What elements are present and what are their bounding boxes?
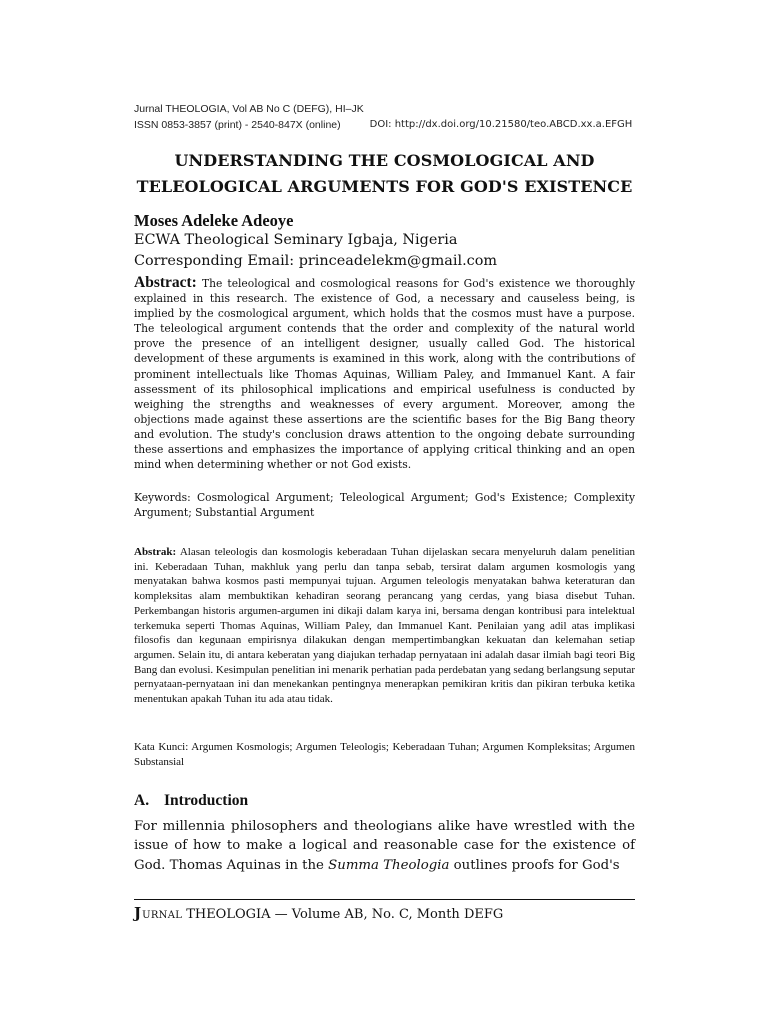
abstrak-text: Alasan teleologis dan kosmologis keberadaan Tuhan dijelaskan secara menyeluruh dalam penelitian ini. Keberadaan Tuhan, makhluk yang perlu dan tanpa sebab, tersirat dalam argumen kosmologis yang menyatakan bahwa kosmos pasti mempunyai tujuan. Argumen teleologis menyatakan bahwa keteraturan dan kompleksitas alam membuktikan kehadiran seorang perancang yang cerdas, yang biasa disebut Tuhan. Perkembangan historis argumen-argumen ini dikaji dalam karya ini, bersama dengan kontribusi para intelektual terkemuka seperti Thomas Aquinas, William Paley, dan Immanuel Kant. Penilaian yang adil atas implikasi filosofis dan kegunaan empirisnya dilakukan dengan mempertimbangkan kekuatan dan kelemahan setiap argumen. Selain itu, di antara keberatan yang diajukan terhadap pernyataan ini adalah dasar ilmiah bagi teori Big Bang dan evolusi. Kesimpulan penelitian ini menarik perhatian pada perdebatan yang sedang berlangsung seputar pernyataan-pernyataan ini dan menekankan pentingnya menerapkan pemikiran kritis dan pikiran terbuka ketika menentukan apakah Tuhan itu ada atau tidak. (134, 546, 635, 706)
footer-rule (134, 899, 635, 900)
journal-citation: Jurnal THEOLOGIA, Vol AB No C (DEFG), HI–JK (134, 103, 364, 115)
author-email: Corresponding Email: princeadelekm@gmail.com (134, 253, 498, 269)
keywords-indonesian: Kata Kunci: Argumen Kosmologis; Argumen Teleologis; Keberadaan Tuhan; Argumen Kompleksitas; Argumen Substansial (134, 741, 635, 768)
abstract-english (134, 275, 635, 472)
footer-initial: J (134, 904, 142, 922)
section-number: A. (134, 792, 150, 809)
issn: ISSN 0853-3857 (print) - 2540-847X (online) (134, 119, 341, 131)
intro-text-end: outlines proofs for God's (449, 857, 620, 873)
keywords-english: Keywords: Cosmological Argument; Teleological Argument; God's Existence; Complexity Argument; Substantial Argument (134, 491, 635, 520)
abstract-indonesian (134, 545, 635, 707)
intro-italic-title: Summa Theologia (328, 857, 450, 873)
doi-link[interactable]: DOI: http://dx.doi.org/10.21580/teo.ABCD.xx.a.EFGH (369, 119, 633, 130)
introduction-paragraph (134, 817, 635, 875)
issn-doi-line (134, 119, 635, 131)
abstract-text: The teleological and cosmological reasons for God's existence we thoroughly explained in this research. The existence of God, a necessary and causeless being, is implied by the cosmological argument, which holds that the cosmos must have a purpose. The teleological argument contends that the order and complexity of the natural world prove the presence of an intelligent designer, usually called God. The historical development of these arguments is examined in this work, along with the contributions of prominent intellectuals like Thomas Aquinas, William Paley, and Immanuel Kant. A fair assessment of its philosophical implications and empirical usefulness is conducted by weighing the strengths and weaknesses of every argument. Moreover, among the objections made against these assertions are the scientific bases for the Big Bang theory and evolution. The study's conclusion draws attention to the ongoing debate surrounding these assertions and emphasizes the importance of applying critical thinking and an open mind when determining whether or not God exists. (134, 277, 635, 472)
title-line-2: TELEOLOGICAL ARGUMENTS FOR GOD'S EXISTENCE (136, 177, 633, 196)
footer-journal-smallcaps: URNAL (142, 910, 183, 921)
title-line-1: UNDERSTANDING THE COSMOLOGICAL AND (174, 151, 595, 170)
article-title (134, 148, 635, 200)
abstrak-label: Abstrak: (134, 546, 177, 558)
footer-volume-info: THEOLOGIA — Volume AB, No. C, Month DEFG (186, 907, 504, 922)
page-footer (134, 904, 635, 922)
section-heading (134, 792, 635, 810)
author-affiliation: ECWA Theological Seminary Igbaja, Nigeria (134, 232, 458, 248)
intro-text-start: For millennia philosophers and theologians alike have wrestled with the issue of how to make a logical and reasonable case for the existence of God. Thomas Aquinas in the (134, 819, 635, 873)
section-title: Introduction (164, 792, 249, 809)
author-name: Moses Adeleke Adeoye (134, 211, 294, 230)
abstract-label: Abstract: (134, 274, 197, 291)
